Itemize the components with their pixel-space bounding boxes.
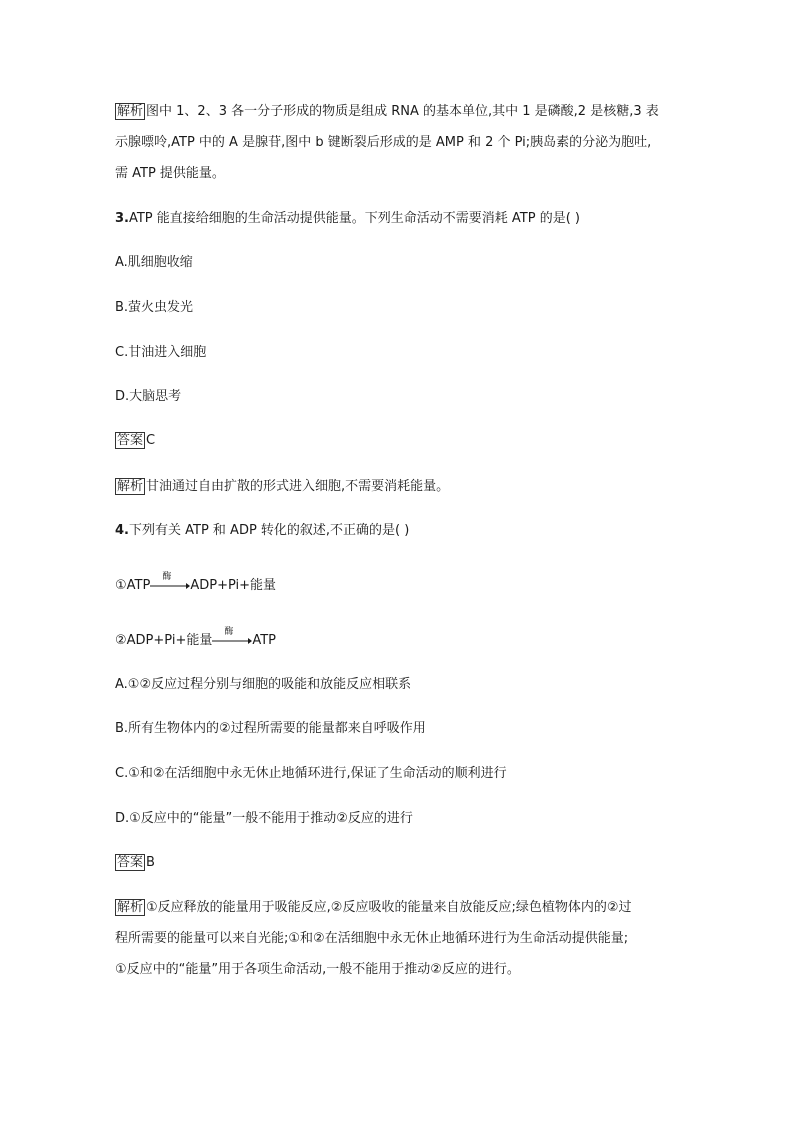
analysis-tag: 解析	[117, 479, 144, 494]
q3-option-b: B.萤火虫发光	[115, 300, 194, 315]
q4-number: 4.	[115, 523, 129, 538]
q3-stem-text: ATP 能直接给细胞的生命活动提供能量。下列生命活动不需要消耗 ATP 的是( )	[128, 211, 580, 226]
q3-option-a: A.肌细胞收缩	[115, 255, 193, 270]
q4-option-c: C.①和②在活细胞中永无休止地循环进行,保证了生命活动的顺利进行	[115, 766, 507, 781]
enzyme-label: 酶	[162, 572, 172, 582]
q4-reaction-2	[115, 629, 276, 648]
q4-analysis-line-3: ①反应中的“能量”用于各项生命活动,一般不能用于推动②反应的进行。	[115, 962, 520, 977]
q3-number: 3.	[115, 211, 129, 226]
answer-tag: 答案	[117, 433, 144, 448]
q3-answer	[115, 432, 155, 450]
reaction-2-right: ATP	[252, 633, 277, 648]
q4-reaction-1	[115, 574, 276, 593]
q3-answer-value: C	[146, 433, 156, 448]
reaction-1-right: ADP+Pi+能量	[190, 578, 277, 593]
q4-option-b: B.所有生物体内的②过程所需要的能量都来自呼吸作用	[115, 721, 426, 736]
answer-tag: 答案	[117, 855, 144, 870]
q4-answer-value: B	[146, 855, 155, 870]
q4-analysis-line-2: 程所需要的能量可以来自光能;①和②在活细胞中永无休止地循环进行为生命活动提供能量;	[115, 931, 629, 946]
analysis-tag: 解析	[117, 900, 144, 915]
q3-option-c: C.甘油进入细胞	[115, 345, 207, 360]
q3-analysis-text: 甘油通过自由扩散的形式进入细胞,不需要消耗能量。	[146, 479, 450, 494]
q2-analysis-line-2: 示腺嘌呤,ATP 中的 A 是腺苷,图中 b 键断裂后形成的是 AMP 和 2 个 Pi;胰岛素的分泌为胞吐,	[115, 135, 652, 150]
reaction-1-left: ①ATP	[115, 578, 151, 593]
q3-stem	[115, 210, 580, 228]
q3-option-d: D.大脑思考	[115, 389, 182, 404]
enzyme-label: 酶	[224, 627, 234, 637]
q2-analysis-line-1	[115, 103, 659, 121]
q4-analysis-line-1	[115, 899, 632, 917]
q4-stem-text: 下列有关 ATP 和 ADP 转化的叙述,不正确的是( )	[128, 523, 410, 538]
reaction-2-left: ②ADP+Pi+能量	[115, 633, 213, 648]
reaction-arrow-icon	[150, 572, 190, 593]
q4-analysis-text-1: ①反应释放的能量用于吸能反应,②反应吸收的能量来自放能反应;绿色植物体内的②过	[146, 900, 632, 915]
analysis-tag: 解析	[117, 104, 144, 119]
q2-analysis-line-3: 需 ATP 提供能量。	[115, 166, 225, 181]
q4-option-d: D.①反应中的“能量”一般不能用于推动②反应的进行	[115, 811, 413, 826]
q3-analysis	[115, 478, 449, 496]
q4-answer	[115, 854, 155, 872]
q4-stem	[115, 522, 409, 540]
reaction-arrow-icon	[212, 627, 252, 648]
q2-analysis-text-1: 图中 1、2、3 各一分子形成的物质是组成 RNA 的基本单位,其中 1 是磷酸,2 是核糖,3 表	[146, 104, 659, 119]
q4-option-a: A.①②反应过程分别与细胞的吸能和放能反应相联系	[115, 677, 412, 692]
